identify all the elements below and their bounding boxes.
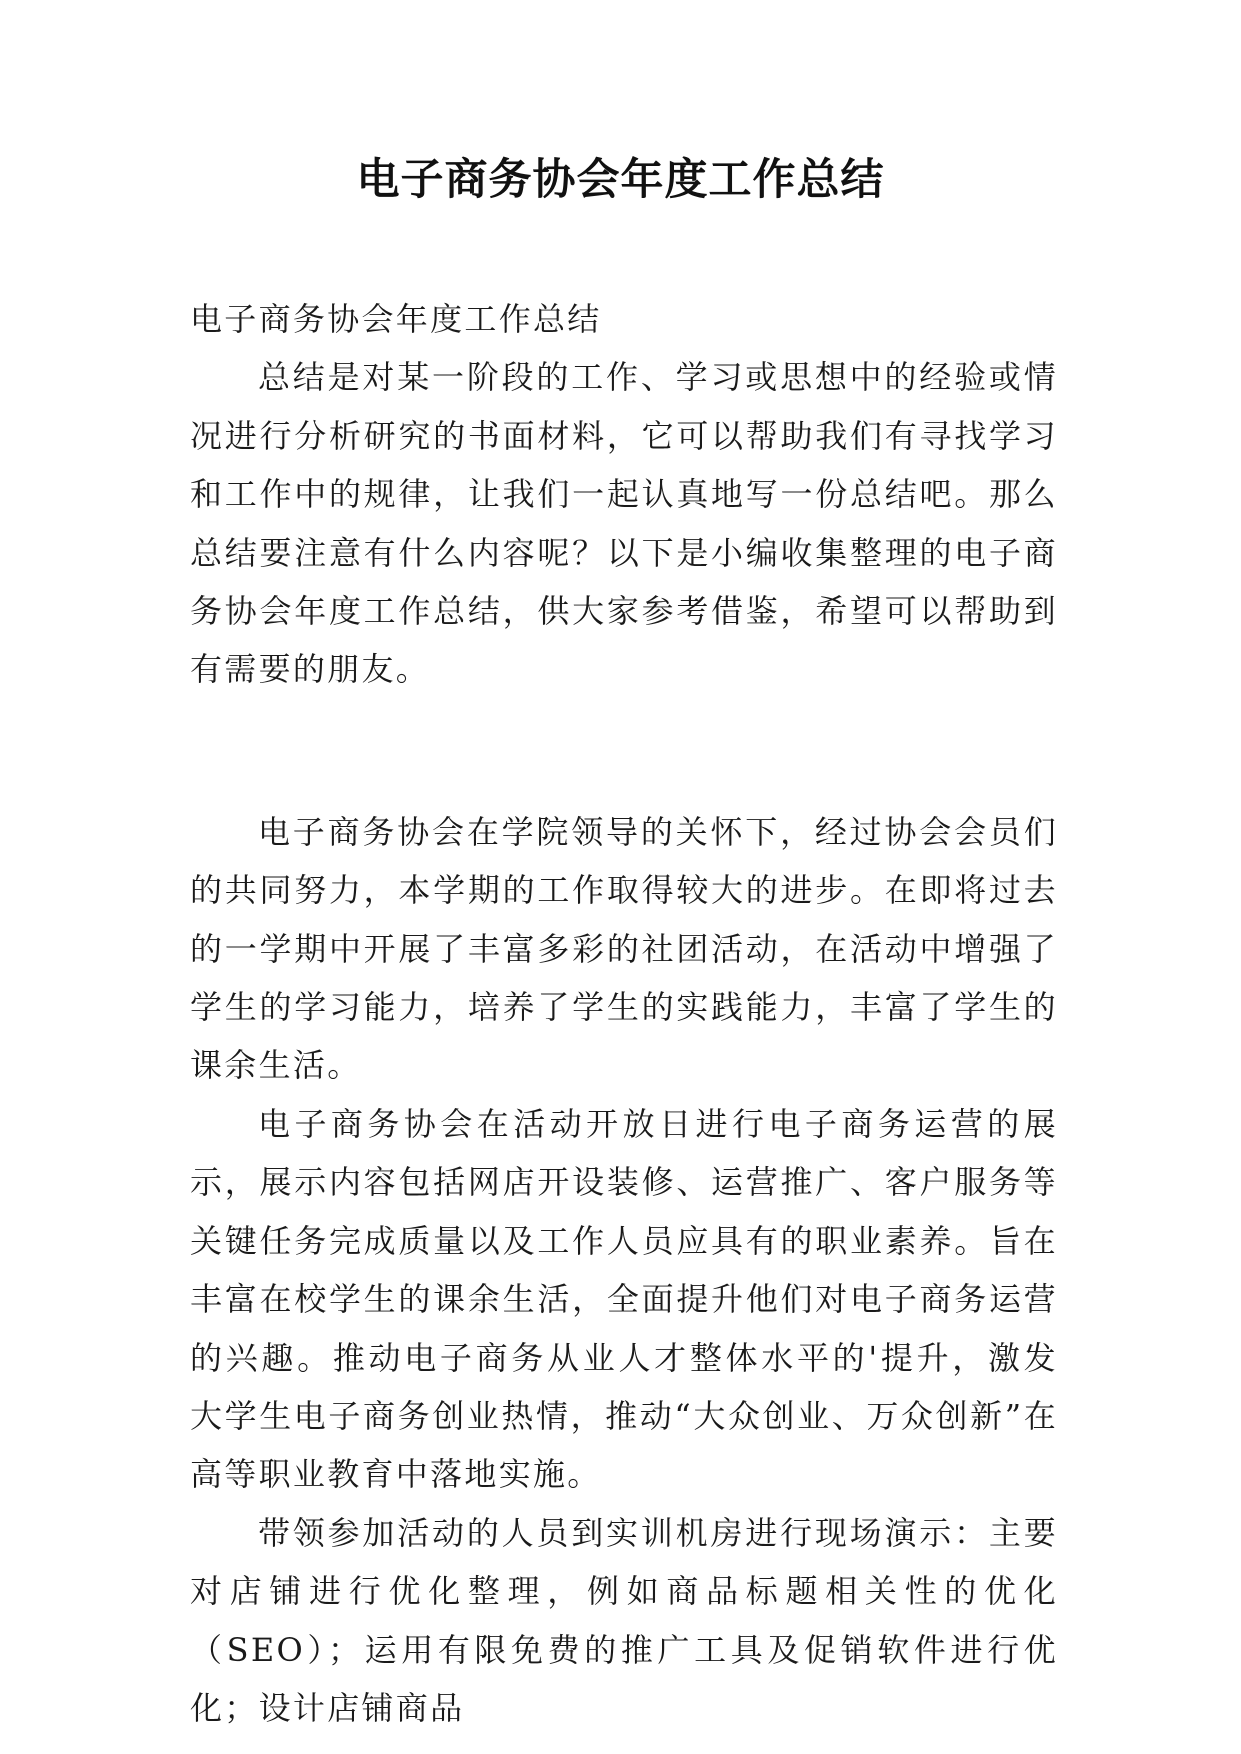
paragraph-gap [190, 699, 1058, 803]
document-body [190, 290, 1058, 1737]
paragraph-overview: 电子商务协会在学院领导的关怀下，经过协会会员们的共同努力，本学期的工作取得较大的进步。在即将过去的一学期中开展了丰富多彩的社团活动，在活动中增强了学生的学习能力，培养了学生的实践能力，丰富了学生的课余生活。 [190, 812, 1058, 1085]
document-title: 电子商务协会年度工作总结 [356, 155, 885, 205]
paragraph-open-day: 电子商务协会在活动开放日进行电子商务运营的展示，展示内容包括网店开设装修、运营推广、客户服务等关键任务完成质量以及工作人员应具有的职业素养。旨在丰富在校学生的课余生活，全面提升他们对电子商务运营的兴趣。推动电子商务从业人才整体水平的'提升，激发大学生电子商务创业热情，推动“大众创业、万众创新”在高等职业教育中落地实施。 [190, 1104, 1058, 1494]
paragraph-demo: 带领参加活动的人员到实训机房进行现场演示：主要对店铺进行优化整理，例如商品标题相关性的优化（SEO）；运用有限免费的推广工具及促销软件进行优化；设计店铺商品 [190, 1513, 1058, 1727]
paragraph-intro: 总结是对某一阶段的工作、学习或思想中的经验或情况进行分析研究的书面材料，它可以帮助我们有寻找学习和工作中的规律，让我们一起认真地写一份总结吧。那么总结要注意有什么内容呢？以下是小编收集整理的电子商务协会年度工作总结，供大家参考借鉴，希望可以帮助到有需要的朋友。 [190, 358, 1058, 689]
document-subtitle: 电子商务协会年度工作总结 [190, 300, 602, 338]
